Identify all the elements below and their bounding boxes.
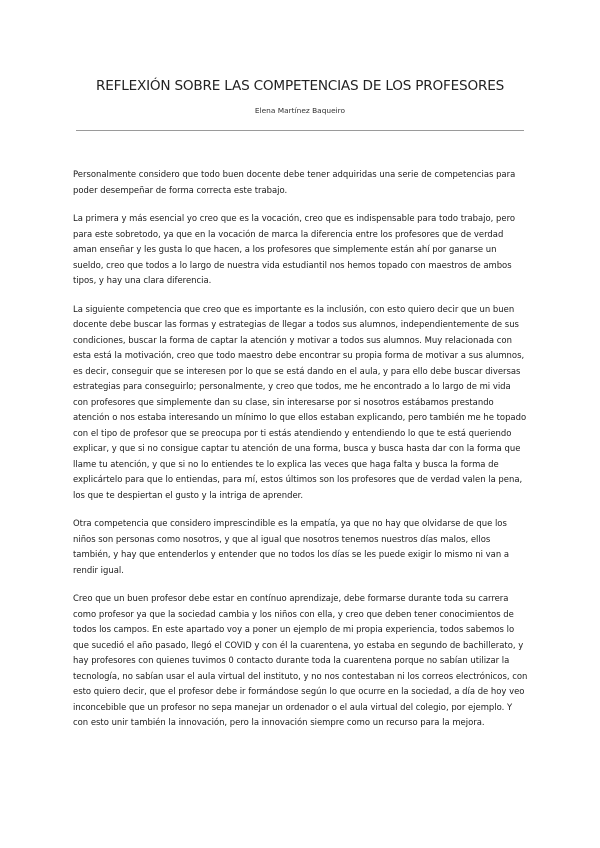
paragraph-aprendizaje: Creo que un buen profesor debe estar en contínuo aprendizaje, debe formarse durante toda su carrera como profesor ya que la sociedad cambia y los niños con ella, y creo que deben tener conocimientos de todos los campos. En este apartado voy a poner un ejemplo de mi propia experiencia, todos sabemos lo que sucedió el año pasado, llegó el COVID y con él la cuarentena, yo estaba en segundo de bachillerato, y hay profesores con quienes tuvimos 0 contacto durante toda la cuarentena porque no sabían utilizar la tecnología, no sabían usar el aula virtual del instituto, y no nos contestaban ni los correos electrónicos, con esto quiero decir, que el profesor debe ir formándose según lo que ocurre en la sociedad, a día de hoy veo inconcebible que un profesor no sepa manejar un ordenador o el aula virtual del colegio, por ejemplo. Y con esto unir también la innovación, pero la innovación siempre como un recurso para la mejora.: [73, 593, 528, 727]
paragraph-inclusion: La siguiente competencia que creo que es importante es la inclusión, con esto quiero decir que un buen docente debe buscar las formas y estrategias de llegar a todos sus alumnos, independientemente de sus condiciones, buscar la forma de captar la atención y motivar a todos sus alumnos. Muy relacionada con esta está la motivación, creo que todo maestro debe encontrar su propia forma de motivar a sus alumnos, es decir, conseguir que se interesen por lo que se está dando en el aula, y para ello debe buscar diversas estrategias para conseguirlo; personalmente, y creo que todos, me he encontrado a lo largo de mi vida con profesores que simplemente dan su clase, sin interesarse por si nosotros estábamos prestando atención o nos estaba interesando un mínimo lo que ellos estaban explicando, pero también me he topado con el tipo de profesor que se preocupa por ti estás atendiendo y entendiendo lo que te está queriendo explicar, y que si no consigue captar tu atención de una forma, busca y busca hasta dar con la forma que llame tu atención, y que si no lo entiendes te lo explica las veces que haga falta y busca la forma de explicártelo para que lo entiendas, para mí, estos últimos son los profesores que de verdad valen la pena, los que te despiertan el gusto y la intriga de aprender.: [73, 303, 527, 500]
document-body: [73, 167, 528, 744]
document-title: REFLEXIÓN SOBRE LAS COMPETENCIAS DE LOS PROFESORES: [95, 78, 505, 94]
paragraph-empatia: Otra competencia que considero imprescindible es la empatía, ya que no hay que olvidarse de que los niños son personas como nosotros, y que al igual que nosotros tenemos nuestros días malos, ellos también, y hay que entenderlos y entender que no todos los días se les puede exigir lo mismo ni van a rendir igual.: [73, 518, 510, 575]
paragraph-vocacion: La primera y más esencial yo creo que es la vocación, creo que es indispensable para todo trabajo, pero para este sobretodo, ya que en la vocación de marca la diferencia entre los profesores que de verdad aman enseñar y les gusta lo que hacen, a los profesores que simplemente están ahí por ganarse un sueldo, creo que todos a lo largo de nuestra vida estudiantil nos hemos topado con maestros de ambos tipos, y hay una clara diferencia.: [73, 213, 516, 285]
title-divider: [76, 130, 524, 131]
paragraph-intro: Personalmente considero que todo buen docente debe tener adquiridas una serie de competencias para poder desempeñar de forma correcta este trabajo.: [73, 169, 516, 195]
document-author: Elena Martínez Baqueiro: [254, 106, 346, 115]
